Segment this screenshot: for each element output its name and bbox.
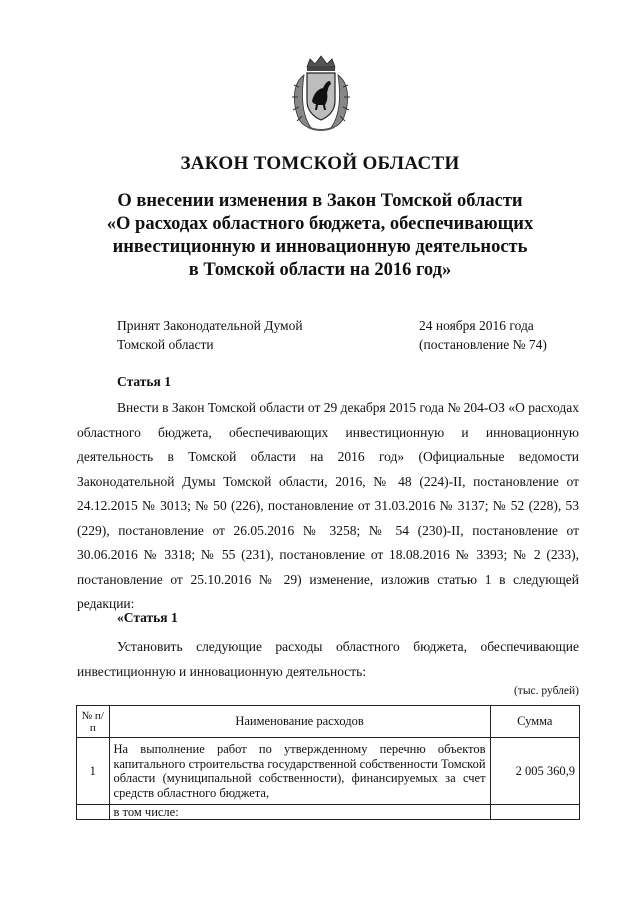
row-sum: 2 005 360,9 [490, 738, 579, 805]
adoption-date-line: 24 ноября 2016 года [419, 318, 534, 333]
adopted-by [117, 316, 303, 354]
header-name: Наименование расходов [109, 706, 490, 738]
article-heading: Статья 1 [117, 374, 171, 389]
inner-article-body [77, 635, 579, 684]
row-name: в том числе: [109, 805, 490, 820]
subtitle-line: «О расходах областного бюджета, обеспечивающих [106, 214, 534, 234]
subtitle-line: инвестиционную и инновационную деятельность [112, 237, 528, 257]
article-body [77, 396, 579, 617]
law-title: ЗАКОН ТОМСКОЙ ОБЛАСТИ [180, 153, 460, 174]
coat-of-arms-icon [290, 53, 352, 133]
expenses-table [76, 705, 580, 820]
table-row [77, 805, 580, 820]
header-num: № п/п [77, 706, 110, 738]
adoption-date [419, 316, 547, 354]
row-num [77, 805, 110, 820]
inner-article-paragraph: Установить следующие расходы областного бюджета, обеспечивающие инвестиционную и инновационную деятельность: [77, 639, 579, 679]
article-paragraph: Внести в Закон Томской области от 29 декабря 2015 года № 204-ОЗ «О расходах областного бюджета, обеспечивающих инвестиционную и инновационную деятельность в Томской области на 2016 год» (Официальные ведомости Законодательной Думы Томской области, 2016, № 48 (224)-II, постановление от 24.12.2015 № 3013; № 50 (226), постановление от 31.03.2016 № 3137; № 52 (228), 53 (229), постановление от 26.05.2016 № 3258; № 54 (230)-II, постановление от 30.06.2016 № 3318; № 55 (231), постановление от 18.08.2016 № 3393; № 2 (233), постановление от 25.10.2016 № 29) изменение, изложив статью 1 в следующей редакции: [77, 400, 579, 611]
row-name: На выполнение работ по утвержденному перечню объектов капитального строительства государственной собственности Томской области (муниципальной собственности), финансируемых за счет средств областного бюджета, [109, 738, 490, 805]
adopted-by-line: Принят Законодательной Думой [117, 318, 303, 333]
resolution-number: (постановление № 74) [419, 337, 547, 352]
adopted-by-line: Томской области [117, 337, 214, 352]
table-units: (тыс. рублей) [513, 685, 579, 697]
header-sum: Сумма [490, 706, 579, 738]
law-subtitle [70, 190, 570, 282]
table-header-row [77, 706, 580, 738]
table-row [77, 738, 580, 805]
row-num: 1 [77, 738, 110, 805]
row-sum [490, 805, 579, 820]
inner-article-heading: «Статья 1 [117, 610, 178, 625]
subtitle-line: О внесении изменения в Закон Томской области [117, 191, 523, 211]
subtitle-line: в Томской области на 2016 год» [188, 260, 452, 280]
